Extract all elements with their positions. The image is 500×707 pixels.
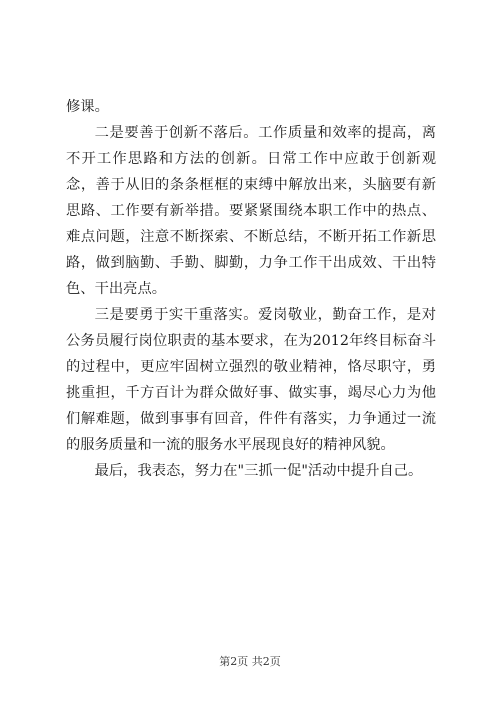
page-footer: 第2页 共2页	[219, 655, 281, 668]
paragraph-continuation: 修课。	[66, 99, 109, 115]
paragraph-implementation: 三是要勇于实干重落实。爱岗敬业，勤奋工作，是对公务员履行岗位职责的基本要求，在为2012年终目标奋斗的过程中，更应牢固树立强烈的敬业精神，恪尽职守，勇挑重担，千方百计为群众做好事、做实事，竭尽心力为他们解难题，做到事事有回音，件件有落实，力争通过一流的服务质量和一流的服务水平展现良好的精神风貌。	[66, 307, 436, 453]
document-body	[66, 94, 436, 484]
paragraph-innovation: 二是要善于创新不落后。工作质量和效率的提高，离不开工作思路和方法的创新。日常工作中应敢于创新观念，善于从旧的条条框框的束缚中解放出来，头脑要有新思路、工作要有新举措。要紧紧围绕本职工作中的热点、难点问题，注意不断探索、不断总结，不断开拓工作新思路，做到脑勤、手勤、脚勤，力争工作干出成效、干出特色、干出亮点。	[66, 125, 436, 297]
paragraph-closing: 最后，我表态，努力在"三抓一促"活动中提升自己。	[94, 463, 423, 479]
